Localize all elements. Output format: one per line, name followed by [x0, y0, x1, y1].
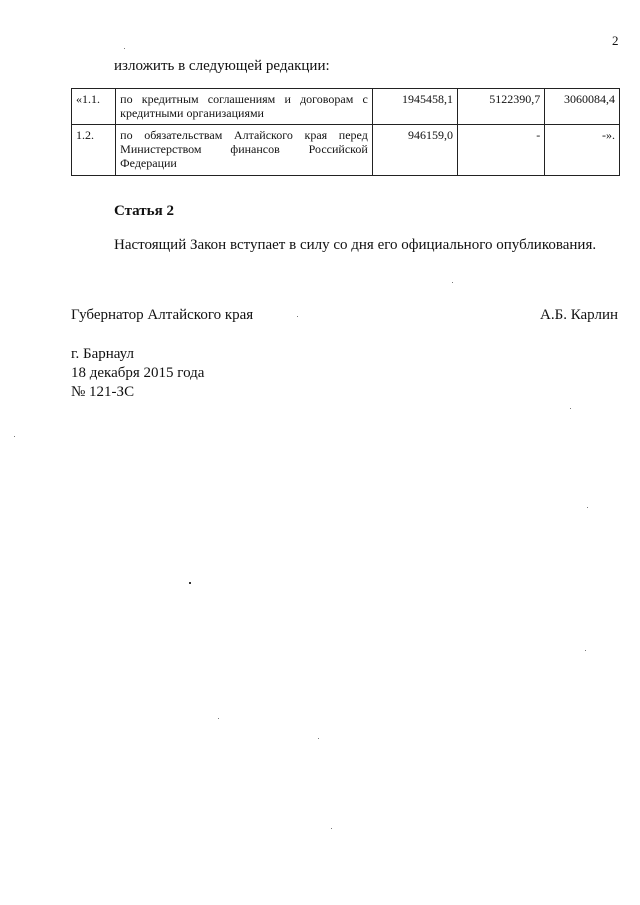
law-number: № 121-ЗС [71, 384, 135, 400]
row-description-line: по обязательствам Алтайского края перед [120, 128, 368, 142]
signatory-title: Губернатор Алтайского края [71, 307, 254, 323]
page-number: 2 [612, 33, 619, 48]
scan-speck [297, 316, 298, 317]
signatory-name: А.Б. Карлин [540, 307, 619, 323]
row-number: 1.2. [72, 125, 116, 176]
row-value-year2: 5122390,7 [458, 89, 545, 125]
scan-speck [318, 738, 319, 739]
row-number: «1.1. [72, 89, 116, 125]
scan-speck [124, 48, 125, 49]
row-value-year3: -». [545, 125, 620, 176]
row-description-line: Федерации [120, 156, 177, 170]
law-date: 18 декабря 2015 года [71, 365, 205, 381]
budget-table [71, 88, 620, 176]
scan-speck [189, 582, 191, 584]
table-row [72, 125, 620, 176]
scan-speck [218, 718, 219, 719]
row-description-line: кредитными организациями [120, 106, 264, 120]
intro-text: изложить в следующей редакции: [114, 58, 330, 74]
article-body: Настоящий Закон вступает в силу со дня его официального опубликования. [114, 237, 597, 253]
row-value-year1: 1945458,1 [372, 89, 457, 125]
row-description [116, 89, 373, 125]
scan-speck [570, 408, 571, 409]
row-description-line: по кредитным соглашениям и договорам с [120, 92, 368, 106]
scan-speck [587, 507, 588, 508]
row-value-year3: 3060084,4 [545, 89, 620, 125]
city: г. Барнаул [71, 346, 134, 362]
article-heading: Статья 2 [114, 203, 174, 219]
row-value-year1: 946159,0 [372, 125, 457, 176]
place-date-block [71, 345, 204, 402]
scan-speck [452, 282, 453, 283]
scan-speck [14, 436, 15, 437]
row-description [116, 125, 373, 176]
row-value-year2: - [458, 125, 545, 176]
scan-speck [585, 650, 586, 651]
scan-speck [331, 828, 332, 829]
table-row [72, 89, 620, 125]
row-description-line: Министерством финансов Российской [120, 142, 368, 156]
